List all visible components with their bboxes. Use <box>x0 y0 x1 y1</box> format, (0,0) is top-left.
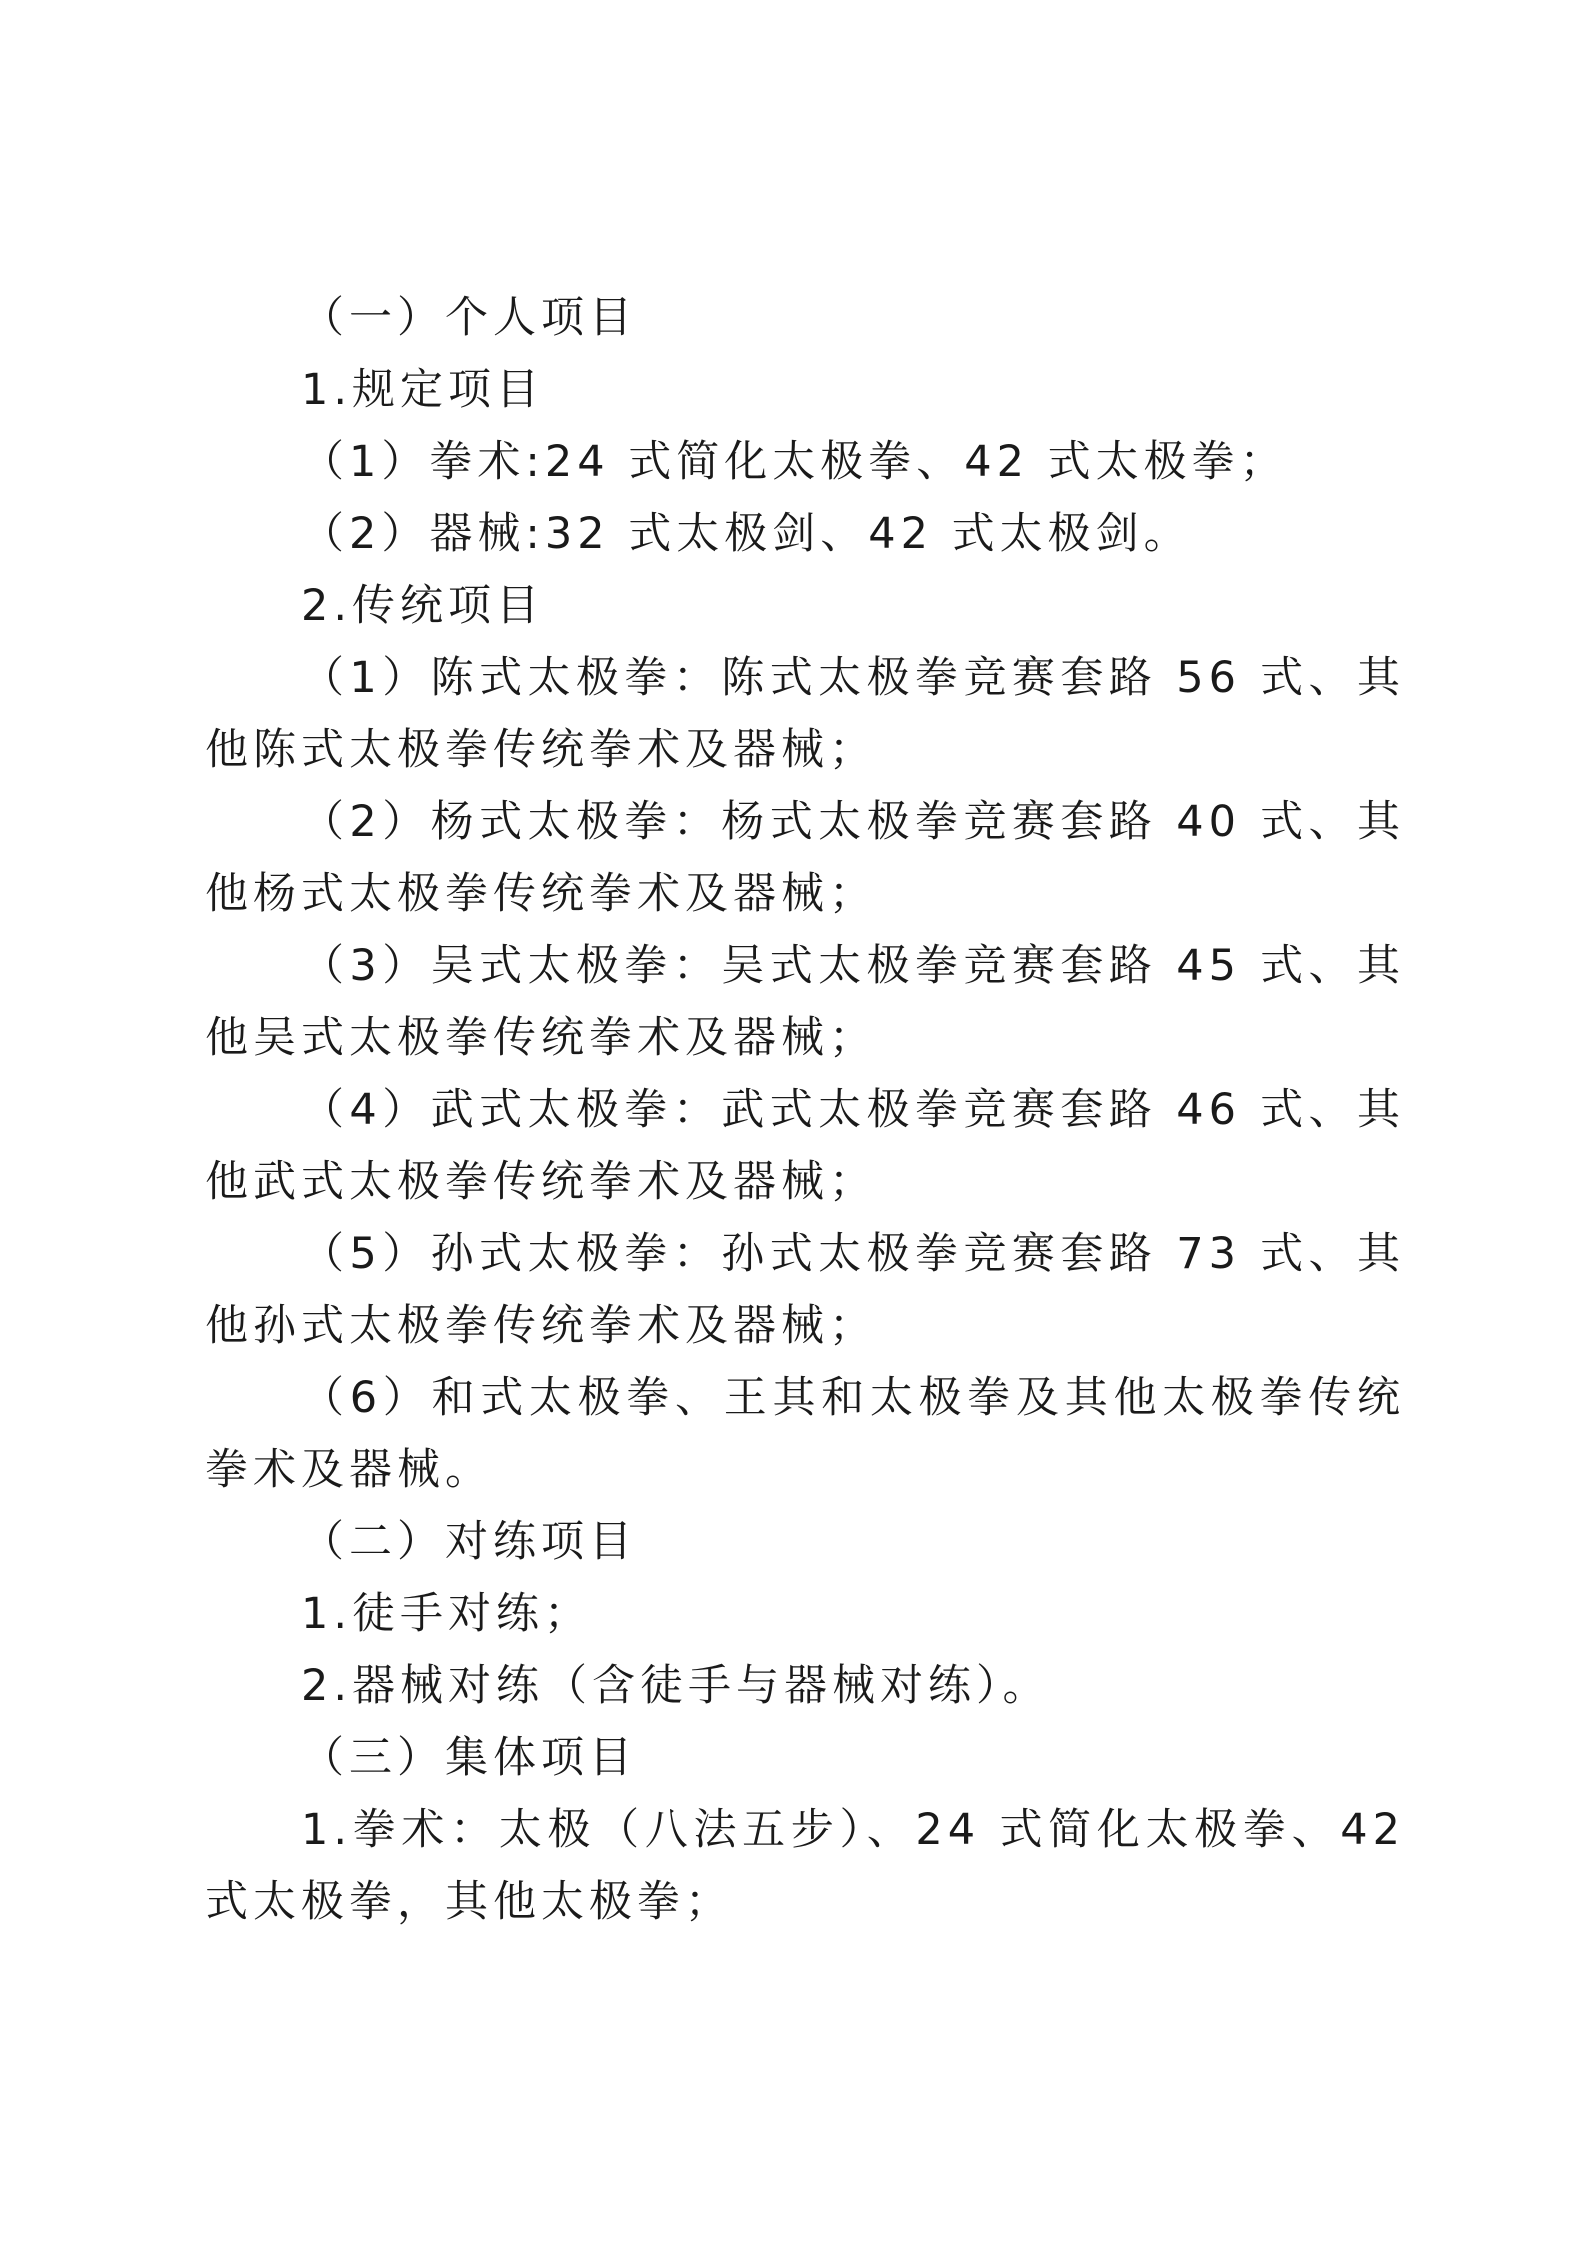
list-item: （4）武式太极拳：武式太极拳竞赛套路 46 式、其他武式太极拳传统拳术及器械； <box>205 1085 1405 1207</box>
section-heading-individual: （一）个人项目 <box>301 293 637 343</box>
section-heading-group: （三）集体项目 <box>301 1733 637 1783</box>
document-body <box>205 282 1405 1938</box>
section-heading-duel: （二）对练项目 <box>301 1517 637 1567</box>
list-item: （1）陈式太极拳：陈式太极拳竞赛套路 56 式、其他陈式太极拳传统拳术及器械； <box>205 653 1405 775</box>
list-item: （2）器械:32 式太极剑、42 式太极剑。 <box>301 509 1192 559</box>
list-item: （3）吴式太极拳：吴式太极拳竞赛套路 45 式、其他吴式太极拳传统拳术及器械； <box>205 941 1405 1063</box>
list-item: （1）拳术:24 式简化太极拳、42 式太极拳； <box>301 437 1288 487</box>
subsection-heading-prescribed: 1.规定项目 <box>301 365 545 415</box>
list-item: （6）和式太极拳、王其和太极拳及其他太极拳传统拳术及器械。 <box>205 1373 1405 1495</box>
list-item: （5）孙式太极拳：孙式太极拳竞赛套路 73 式、其他孙式太极拳传统拳术及器械； <box>205 1229 1405 1351</box>
list-item: （2）杨式太极拳：杨式太极拳竞赛套路 40 式、其他杨式太极拳传统拳术及器械； <box>205 797 1405 919</box>
subsection-heading-traditional: 2.传统项目 <box>301 581 545 631</box>
list-item: 1.拳术：太极（八法五步）、24 式简化太极拳、42 式太极拳，其他太极拳； <box>205 1805 1405 1927</box>
list-item: 2.器械对练（含徒手与器械对练）。 <box>301 1661 1051 1711</box>
list-item: 1.徒手对练； <box>301 1589 593 1639</box>
